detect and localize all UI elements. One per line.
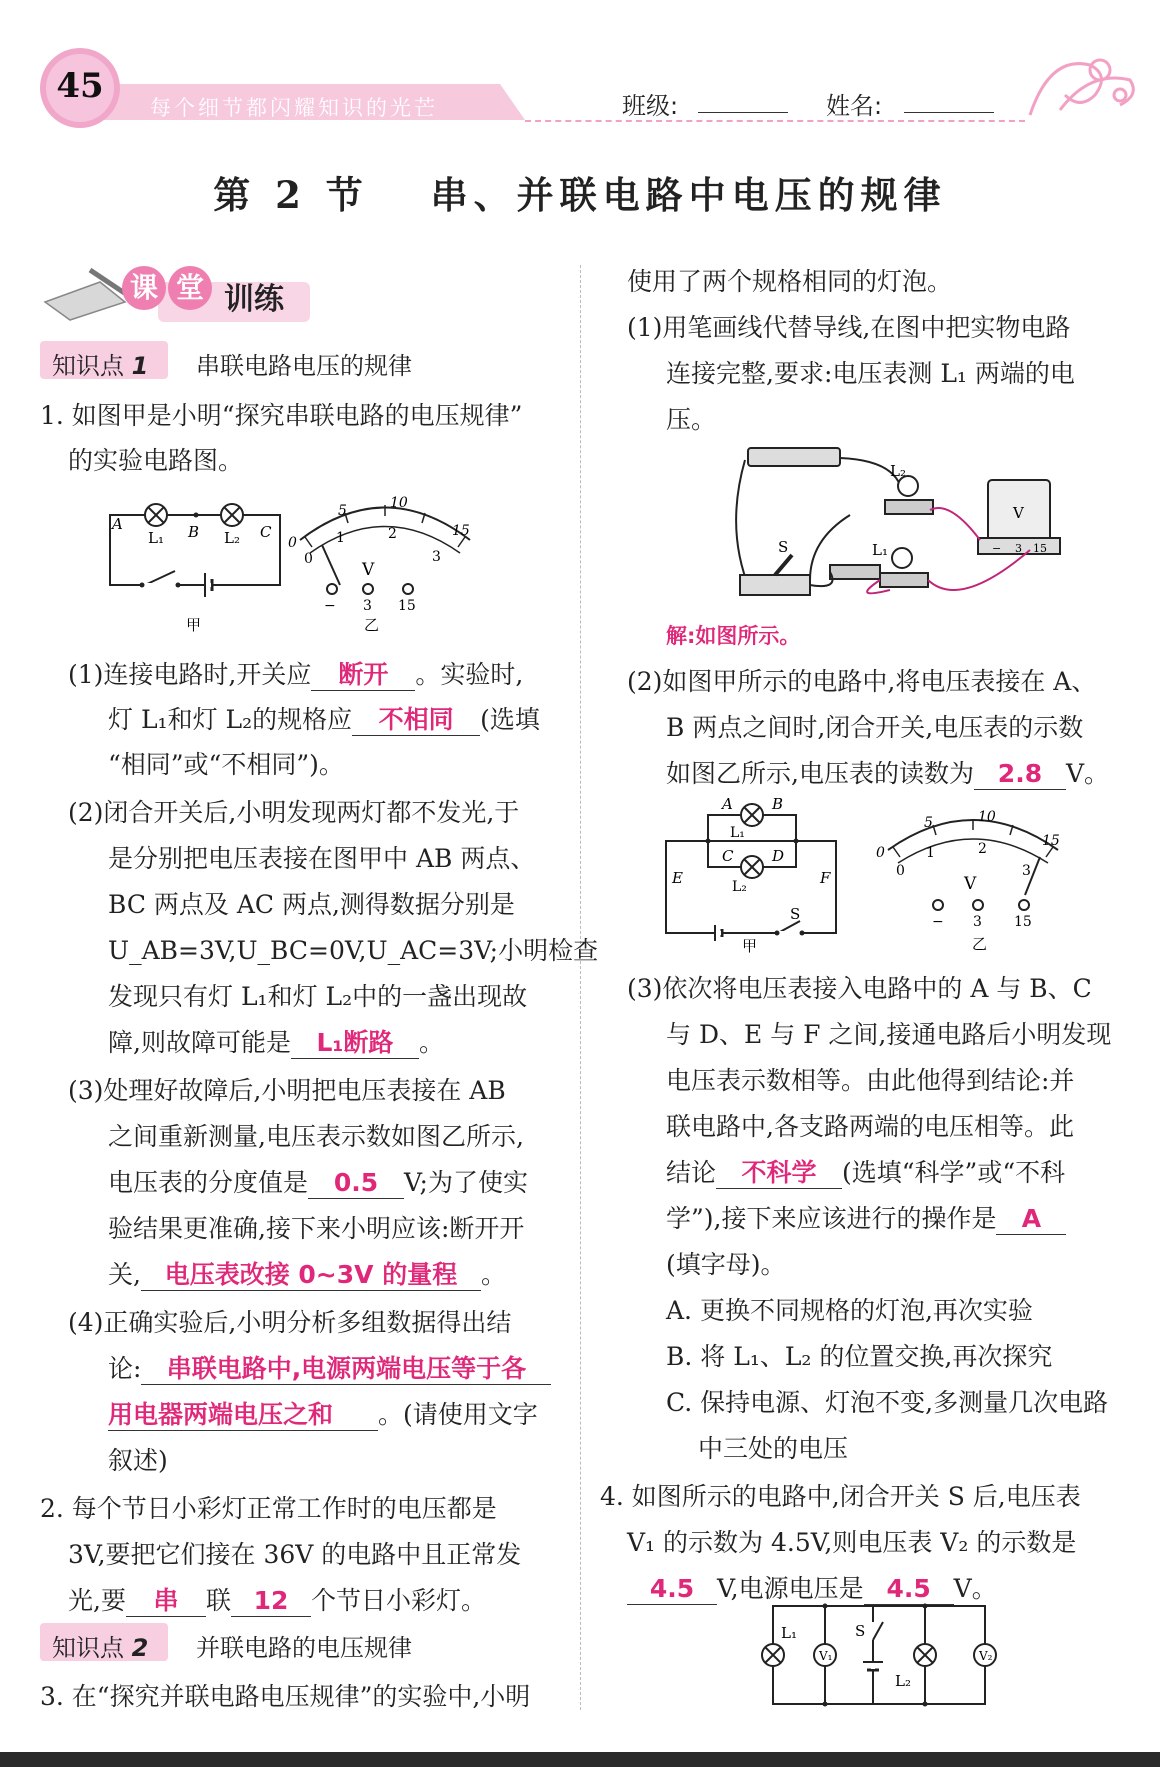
answer-conclusion-2: 用电器两端电压之和 [108, 1400, 334, 1429]
series-circuit-diagram [110, 504, 280, 597]
q4-line3: 4.5 V,电源电压是 4.5 V。 [627, 1569, 997, 1605]
q1-p3-line1: (3)处理好故障后,小明把电压表接在 AB [68, 1076, 506, 1105]
q3-real-3: 3 [1015, 542, 1022, 555]
q1-figure [100, 485, 530, 635]
parallel-circuit-diagram [666, 804, 836, 941]
q1-dial-i3: 3 [432, 549, 441, 565]
q3-dial-5: 5 [924, 815, 933, 831]
q3-label-c: C [722, 847, 734, 865]
q4-label-l1: L₁ [781, 1624, 797, 1642]
q3-label-l1: L₁ [730, 825, 745, 841]
q3-label-jia: 甲 [742, 937, 758, 955]
answer-range: 电压表改接 0~3V 的量程 [164, 1260, 458, 1289]
q1-dial-15: 15 [452, 523, 470, 539]
q3-dial-10: 10 [978, 809, 996, 825]
q1-p2-line5: 发现只有灯 L₁和灯 L₂中的一盏出现故 [108, 982, 528, 1011]
page-title: 第 2 节 串、并联电路中电压的规律 [213, 173, 947, 217]
q3-label-s: S [790, 905, 801, 923]
q1-p3-line2: 之间重新测量,电压表示数如图乙所示, [108, 1122, 524, 1151]
answer-division: 0.5 [333, 1168, 379, 1197]
q3-real-s: S [778, 538, 789, 556]
q1-label-jia: 甲 [186, 616, 202, 634]
name-blank[interactable] [904, 112, 994, 113]
q3-dial-i0: 0 [896, 863, 905, 879]
kp2-title: 并联电路的电压规律 [196, 1634, 412, 1662]
q3-term-15: 15 [1014, 914, 1032, 930]
q1-label-yi: 乙 [364, 616, 380, 634]
kp1-title: 串联电路电压的规律 [196, 352, 412, 380]
answer-conclusion-1: 串联电路中,电源两端电压等于各 [166, 1354, 527, 1383]
q1-p1-line3: “相同”或“不相同”)。 [108, 750, 344, 779]
q3-label-d: D [772, 847, 785, 865]
section-banner [40, 262, 310, 322]
class-label: 班级: [622, 92, 679, 120]
q3-p3-line2: 与 D、E 与 F 之间,接通电路后小明发现 [666, 1020, 1112, 1049]
q1-p4-line4: 叙述) [108, 1446, 168, 1475]
q3-dial-i1: 1 [926, 845, 935, 861]
q1-p4-line3: 用电器两端电压之和 。(请使用文字 [108, 1400, 538, 1429]
q1-label-a: A [112, 515, 123, 533]
q1-p2-line1: (2)闭合开关后,小明发现两灯都不发光,于 [68, 798, 520, 827]
class-blank[interactable] [698, 112, 788, 113]
q3-dial-i3: 3 [1022, 863, 1031, 879]
dashed-divider [525, 120, 1025, 122]
q1-p1-line1: (1)连接电路时,开关应 断开 。实验时, [68, 660, 524, 689]
q3-term-3: 3 [973, 914, 982, 930]
q1-p4-line2: 论: 串联电路中,电源两端电压等于各 [108, 1349, 551, 1385]
kp1-label: 知识点 1 [52, 352, 149, 380]
answer-disconnect: 断开 [338, 660, 389, 689]
q3-p1-line3: 压。 [666, 405, 717, 434]
q3-p3-line1: (3)依次将电压表接入电路中的 A 与 B、C [627, 974, 1092, 1003]
section-title: 训练 [224, 282, 284, 317]
q3-p3-line3: 电压表示数相等。由此他得到结论:并 [666, 1066, 1075, 1095]
q1-dial-i2: 2 [388, 526, 397, 542]
q1-p2-line2: 是分别把电压表接在图甲中 AB 两点、 [108, 844, 536, 873]
q3-label-l2: L₂ [732, 879, 747, 895]
q1-dial-i1: 1 [336, 530, 345, 546]
q3-real-circuit [730, 440, 1070, 615]
header-slogan: 每个细节都闪耀知识的光芒 [150, 96, 438, 120]
q1-label-l2: L₂ [224, 529, 240, 547]
q3-option-c-2: 中三处的电压 [698, 1434, 849, 1463]
q3-figure [660, 795, 1090, 955]
name-label: 姓名: [826, 92, 883, 120]
q1-p3-line3: 电压表的分度值是 0.5 V;为了使实 [108, 1168, 528, 1197]
q3-term-neg: − [932, 914, 944, 930]
q1-p4-line1: (4)正确实验后,小明分析多组数据得出结 [68, 1308, 512, 1337]
q1-stem-2: 的实验电路图。 [68, 446, 244, 475]
q3-dial-0: 0 [876, 845, 885, 861]
q3-line1: 3. 在“探究并联电路电压规律”的实验中,小明 [40, 1682, 531, 1711]
q3-p3-line4: 联电路中,各支路两端的电压相等。此 [666, 1112, 1074, 1141]
q1-p3-line4: 验结果更准确,接下来小明应该:断开开 [108, 1214, 525, 1243]
q4-label-l2: L₂ [895, 1672, 911, 1690]
q3-p3-line6: 学”),接下来应该进行的操作是 A [666, 1199, 1066, 1235]
kp2-label: 知识点 2 [52, 1634, 149, 1662]
answer-not-scientific: 不科学 [741, 1158, 817, 1187]
q2-line3: 光,要 串 联 12 个节日小彩灯。 [68, 1586, 486, 1615]
q2-line1: 2. 每个节日小彩灯正常工作时的电压都是 [40, 1494, 497, 1523]
floral-ornament-icon [1030, 60, 1133, 115]
q3-p3-line5: 结论 不科学 (选填“科学”或“不科 [666, 1158, 1066, 1187]
q3-p3-line7: (填字母)。 [666, 1250, 786, 1279]
q3-label-yi: 乙 [972, 935, 988, 953]
answer-not-same: 不相同 [378, 705, 454, 734]
column-divider [580, 265, 581, 1710]
q3-p1-line2: 连接完整,要求:电压表测 L₁ 两端的电 [666, 359, 1075, 388]
q1-p2-line3: BC 两点及 AC 两点,测得数据分别是 [108, 890, 515, 919]
page-header [0, 0, 1160, 140]
q4-label-v1: V₁ [819, 1649, 833, 1663]
q3-label-f: F [820, 869, 831, 887]
q1-stem-1: 1. 如图甲是小明“探究串联电路的电压规律” [40, 401, 523, 430]
q3-p2-line2: B 两点之间时,闭合开关,电压表的示数 [666, 713, 1084, 742]
q4-label-v2: V₂ [979, 1649, 993, 1663]
q1-term-3: 3 [363, 598, 372, 614]
q1-dial-0: 0 [288, 535, 297, 551]
q3-p2-line1: (2)如图甲所示的电路中,将电压表接在 A、 [627, 667, 1097, 696]
q1-term-neg: − [324, 598, 336, 614]
q1-dial-v: V [362, 560, 375, 580]
voltmeter-dial [288, 495, 470, 634]
answer-l1-open: L₁断路 [316, 1028, 394, 1057]
q2-line2: 3V,要把它们接在 36V 的电路中且正常发 [68, 1540, 522, 1569]
q1-p2-line6: 障,则故障可能是 L₁断路 。 [108, 1028, 444, 1057]
answer-reading: 2.8 [997, 759, 1043, 788]
q3-option-b: B. 将 L₁、L₂ 的位置交换,再次探究 [666, 1342, 1053, 1371]
q1-label-b: B [188, 523, 200, 541]
ke-badge: 课 [122, 266, 166, 310]
q1-dial-i0: 0 [304, 551, 313, 567]
q3-label-e: E [672, 869, 683, 887]
q1-label-l1: L₁ [148, 529, 164, 547]
q1-p2-line4: U_AB=3V,U_BC=0V,U_AC=3V;小明检查 [108, 936, 599, 965]
answer-twelve: 12 [253, 1586, 289, 1615]
page-bottom-edge [0, 1752, 1160, 1767]
q1-term-15: 15 [398, 598, 416, 614]
q3-solution-note: 解:如图所示。 [666, 624, 801, 648]
answer-v2: 4.5 [649, 1574, 695, 1603]
q3-real-v: V [1013, 504, 1024, 522]
q3-line2: 使用了两个规格相同的灯泡。 [627, 267, 953, 296]
q3-real-l2: L₂ [890, 462, 906, 480]
q1-p1-line2: 灯 L₁和灯 L₂的规格应 不相同 (选填 [108, 705, 540, 734]
answer-source: 4.5 [886, 1574, 931, 1603]
q3-p1-line1: (1)用笔画线代替导线,在图中把实物电路 [627, 313, 1071, 342]
q4-circuit [755, 1600, 1005, 1712]
page-number: 45 [56, 66, 104, 106]
q1-dial-10: 10 [390, 495, 408, 511]
q3-dial-v: V [964, 874, 977, 894]
q3-label-a: A [722, 795, 733, 813]
q3-real-l1: L₁ [872, 541, 888, 559]
q3-option-a: A. 更换不同规格的灯泡,再次实验 [666, 1296, 1033, 1325]
tang-badge: 堂 [168, 266, 212, 310]
q3-voltmeter-dial [876, 809, 1060, 953]
q3-dial-i2: 2 [978, 841, 987, 857]
q4-line2: V₁ 的示数为 4.5V,则电压表 V₂ 的示数是 [627, 1528, 1077, 1557]
q4-line1: 4. 如图所示的电路中,闭合开关 S 后,电压表 [600, 1482, 1081, 1511]
q3-dial-15: 15 [1042, 833, 1060, 849]
q1-p3-line5: 关, 电压表改接 0~3V 的量程 。 [108, 1260, 506, 1289]
q3-label-b: B [772, 795, 784, 813]
q4-label-s: S [855, 1622, 866, 1640]
q3-real-neg: − [992, 542, 1002, 555]
answer-option-a: A [1021, 1204, 1042, 1233]
q1-label-c: C [260, 523, 272, 541]
answer-series: 串 [153, 1586, 179, 1615]
q1-dial-5: 5 [338, 503, 347, 519]
q3-real-15: 15 [1033, 542, 1047, 555]
q3-p2-line3: 如图乙所示,电压表的读数为 2.8 V。 [666, 759, 1110, 788]
q3-option-c-1: C. 保持电源、灯泡不变,多测量几次电路 [666, 1388, 1109, 1417]
